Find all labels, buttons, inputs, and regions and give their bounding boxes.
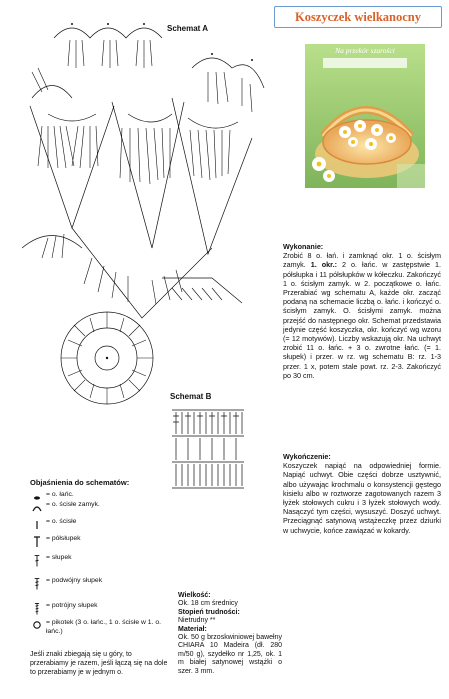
picot-icon [30, 619, 44, 633]
photo-subcaption-bar [323, 58, 407, 68]
legend-item: = potrójny słupek [30, 602, 200, 616]
page-title: Koszyczek wielkanocny [294, 10, 422, 24]
legend-item: = o. ścisłe [30, 518, 200, 532]
wykonczenie-section [283, 452, 441, 535]
legend-item: = podwójny słupek [30, 577, 200, 591]
difficulty-label: Stopień trudności: [178, 608, 240, 616]
wykonanie-text-start: Zrobić 8 o. łań. i zamknąć okr. 1 o. ścisłym zamyk. [283, 251, 441, 270]
wykonanie-heading: Wykonanie: [283, 242, 324, 251]
difficulty-value: Nietrudny ** [178, 617, 216, 625]
basket-photo [305, 44, 425, 188]
photo-caption: Na przekór szarości [335, 46, 395, 55]
triple-treble-icon [30, 602, 44, 616]
legend-note: Jeśli znaki zbiegają się u góry, to przerabiamy je razem, jeśli łączą się na dole to przerabiamy je w jednym o. [30, 651, 168, 676]
legend-item: = pikotek (3 o. łańc., 1 o. ścisłe w 1. o. łańc.) [30, 619, 200, 641]
schema-b-label: Schemat B [170, 392, 212, 401]
legend-item: = o. ścisłe zamyk. [30, 501, 200, 515]
schema-a-diagram [12, 18, 280, 408]
material-label: Materiał: [178, 625, 207, 633]
size-value: Ok. 18 cm średnicy [178, 600, 238, 608]
material-value: Ok. 50 g brzoskwiniowej bawełny CHIARA 10 Madeira (dł. 280 m/50 g), szydełko nr 1,25, ok. 1 m białej satynowej wstążki o szer. 3 mm. [178, 634, 282, 675]
title-box [274, 6, 442, 28]
half-double-icon [30, 535, 44, 549]
double-crochet-icon [30, 554, 44, 568]
wykonczenie-text: Koszyczek napiąć na odpowiedniej formie. Napiąć uchwyt. Obie części dobrze usztywnić, albo używając krochmalu o konsystencji gęstego kisielu albo w roztworze zagotowanych razem 3 łyżek stołowych cukru i 3 łyżek stołowych wody. Nasączyć tym części, wysuszyć. Doszyć uchwyt. Przeciągnąć satynową wstążeczkę przez dziurki w uchwycie, końce zawiązać w kokardy. [283, 461, 441, 535]
legend-item: = słupek [30, 554, 200, 568]
slip-stitch-icon [30, 501, 44, 515]
wykonanie-section [283, 242, 441, 380]
schema-b-diagram [168, 406, 248, 492]
legend-item: = półsłupek [30, 535, 200, 549]
treble-icon [30, 577, 44, 591]
wykonczenie-heading: Wykończenie: [283, 452, 331, 461]
legend-item: = o. łańc. [30, 491, 200, 505]
wykonanie-text-body: 2 o. łańc. w zastępstwie 1. półsłupka i 11 półsłupków w kółeczku. Zakończyć 1 o. ścisłym zamyk. w 2. początkowe o. łańc. Przerabiać wg schematu A, każde okr. zacząć podaną na schemacie liczbą o. łańc. i kończyć o. ścisłym zamyk. O. ścisłymi zamyk. można przejść do następnego okr. Schemat przedstawia jedynie część koszyczka, okr. kończyć wg wzoru (= 12 motywów). Liczby wskazują okr. Na uchwyt zrobić 11 o. łańc. + 3 o. zwrotne łańc. (= 1. słupek) i przer. w rz. wg schematu B: rz. 1-3 przer. 1 x, potem stale powt. rz. 2-3. Zakończyć po 30 cm. [283, 260, 441, 380]
single-crochet-icon [30, 518, 44, 532]
legend-title: Objaśnienia do schematów: [30, 478, 130, 487]
size-label: Wielkość: [178, 592, 211, 599]
info-block [178, 592, 282, 676]
wykonanie-round-1-label: 1. okr.: [310, 260, 337, 270]
schema-a-label: Schemat A [167, 24, 209, 33]
